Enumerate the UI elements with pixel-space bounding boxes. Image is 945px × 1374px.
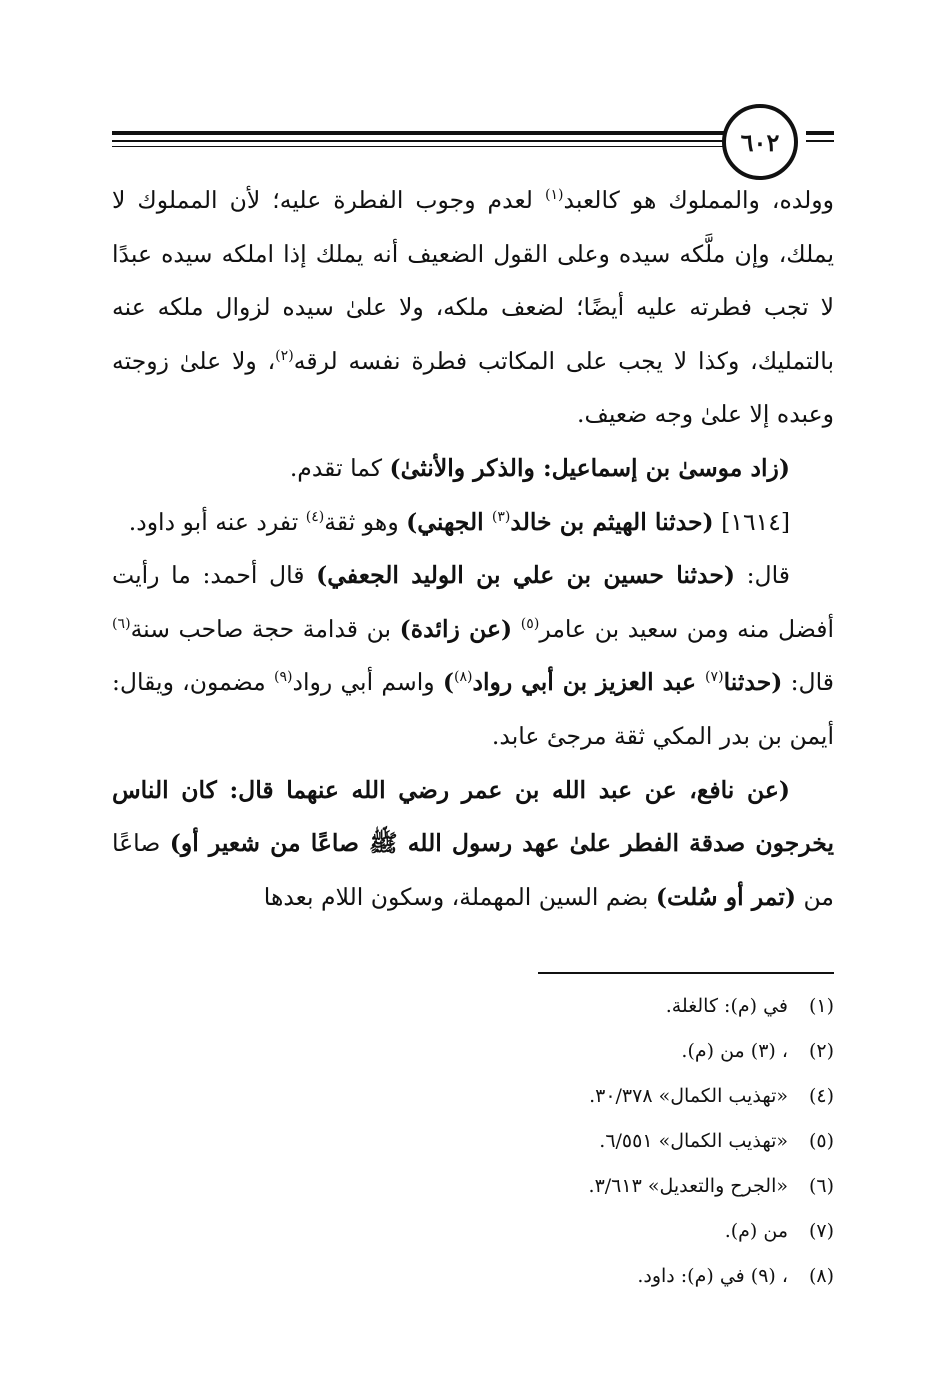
footnote-text: «تهذيب الكمال» ٣٠/٣٧٨.	[589, 1085, 788, 1107]
footnote-marker: (١)	[544, 187, 564, 204]
footnote-marker: (٢)	[275, 347, 294, 364]
header-rule	[112, 146, 752, 147]
footnote-item	[112, 1209, 834, 1254]
commentary-text	[512, 615, 521, 643]
footnote-number: (٤)	[808, 1085, 834, 1107]
footnote-item	[112, 1164, 834, 1209]
footnote-text: ، (٩) في (م): داود.	[637, 1265, 788, 1287]
footnote-marker: (٩)	[273, 669, 293, 686]
footnote-text: من (م).	[724, 1220, 788, 1242]
paragraph	[112, 496, 834, 550]
header-rule	[806, 131, 834, 135]
footnote-marker: (٦)	[112, 615, 131, 632]
footnote-item	[112, 984, 834, 1029]
commentary-text: مضمون، ويقال: أيمن بن بدر المكي ثقة مرجئ عابد.	[112, 668, 834, 750]
quoted-text: عبد العزيز بن أبي رواد	[472, 668, 706, 697]
commentary-text: بضم السين المهملة، وسكون اللام بعدها	[263, 882, 656, 911]
footnote-text: «الجرح والتعديل» ٣/٦١٣.	[588, 1175, 788, 1197]
commentary-text: كما تقدم.	[289, 453, 390, 482]
commentary-text: لعدم وجوب الفطرة عليه؛ لأن المملوك لا يملك، وإن ملَّكه سيده وعلى القول الضعيف أنه يملك إذا املكه سيده عبدًا لا تجب فطرته عليه أيضًا؛ لضعف ملكه، ولا علىٰ سيده لزوال ملكه عنه بالتمليك، وكذا لا يجب على المكاتب فطرة نفسه لرقه	[112, 186, 834, 375]
footnotes	[112, 984, 834, 1299]
quoted-text: (عن نافع، عن عبد الله بن عمر رضي الله عنهما قال: كان الناس يخرجون صدقة الفطر علىٰ عهد رسول الله ﷺ صاعًا من شعير أو)	[112, 775, 834, 858]
paragraph	[112, 174, 834, 442]
footnote-marker: (٥)	[520, 615, 540, 632]
footnote-marker: (٧)	[705, 669, 724, 686]
footnote-item	[112, 1254, 834, 1299]
page-number: ٦٠٢	[722, 104, 798, 180]
footnote-item	[112, 1119, 834, 1164]
quoted-text: (حدثنا حسين بن علي بن الوليد الجعفي)	[316, 561, 735, 590]
footnote-number: (١)	[808, 995, 834, 1017]
footnote-text: «تهذيب الكمال» ٦/٥٥١.	[599, 1130, 788, 1152]
commentary-text: صاعًا من	[112, 829, 834, 911]
footnote-item	[112, 1029, 834, 1074]
commentary-text: تفرد عنه أبو داود.	[128, 507, 306, 536]
commentary-text: [١٦١٤]	[713, 507, 790, 536]
footnote-text: ، (٣) من (م).	[681, 1040, 788, 1062]
paragraph	[112, 549, 834, 763]
header-rule	[806, 140, 834, 142]
paragraph	[112, 764, 834, 925]
commentary-text: ، ولا علىٰ زوجته وعبده إلا علىٰ وجه ضعيف.	[112, 346, 834, 429]
commentary-text: وولده، والمملوك هو كالعبد	[563, 186, 834, 214]
quoted-text: الجهني)	[406, 507, 492, 536]
footnote-marker: (٣)	[491, 508, 511, 525]
footnote-item	[112, 1074, 834, 1119]
commentary-text: قال:	[782, 668, 835, 697]
quoted-text: (عن زائدة)	[399, 614, 513, 643]
commentary-text: بن قدامة حجة صاحب سنة	[130, 614, 400, 643]
quoted-text: (حدثنا الهيثم بن خالد	[510, 507, 714, 536]
quoted-text: )	[442, 668, 454, 697]
footnote-number: (٥)	[808, 1130, 834, 1152]
commentary-text: وهو ثقة	[324, 507, 407, 536]
commentary-text: قال أحمد: ما رأيت أفضل منه ومن سعيد بن عامر	[112, 561, 834, 643]
footnote-number: (٦)	[808, 1175, 834, 1197]
header-rule	[112, 140, 752, 142]
paragraph	[112, 442, 834, 496]
footnote-separator	[538, 972, 834, 974]
main-text	[112, 174, 834, 924]
footnote-marker: (٨)	[453, 669, 473, 686]
quoted-text: (تمر أو سُلت)	[655, 882, 797, 911]
quoted-text: (زاد موسىٰ بن إسماعيل: والذكر والأنثىٰ)	[389, 453, 790, 482]
footnote-number: (٨)	[808, 1265, 834, 1287]
quoted-text: (حدثنا	[723, 668, 783, 697]
commentary-text: واسم أبي رواد	[292, 668, 443, 697]
header-rule	[112, 131, 752, 135]
commentary-text: قال:	[734, 561, 791, 590]
footnote-number: (٧)	[808, 1220, 834, 1242]
footnote-number: (٢)	[808, 1040, 834, 1062]
footnote-text: في (م): كالغلة.	[665, 995, 788, 1017]
footnote-marker: (٤)	[305, 508, 325, 525]
